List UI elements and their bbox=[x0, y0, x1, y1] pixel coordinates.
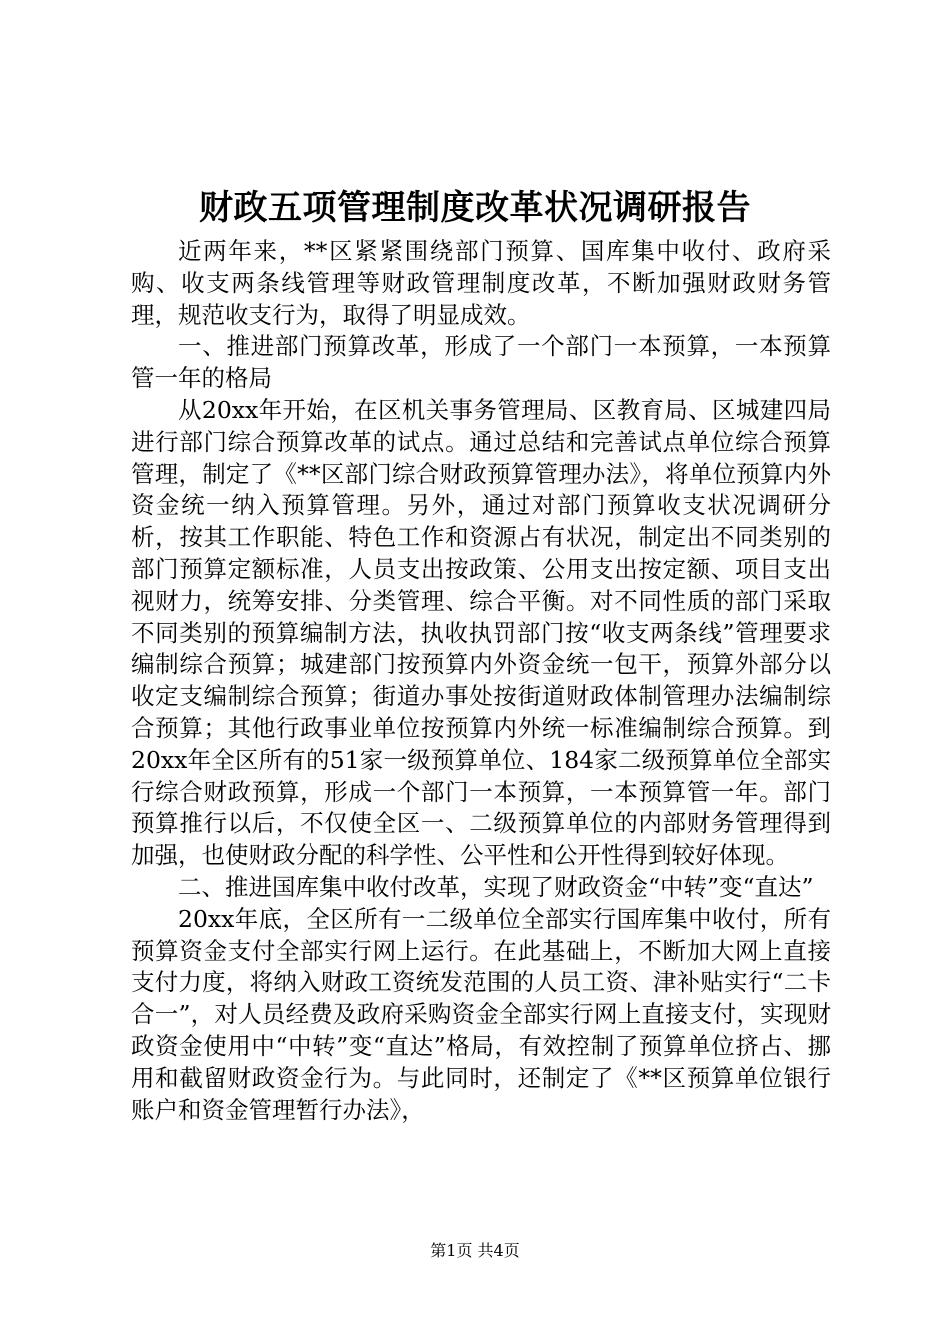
page-footer: 第1页 共4页 bbox=[430, 1241, 520, 1260]
document-body bbox=[131, 236, 831, 1126]
section-1-paragraph: 从20xx年开始，在区机关事务管理局、区教育局、区城建四局进行部门综合预算改革的试点。通过总结和完善试点单位综合预算管理，制定了《**区部门综合财政预算管理办法》，将单位预算内外资金统一纳入预算管理。另外，通过对部门预算收支状况调研分析，按其工作职能、特色工作和资源占有状况，制定出不同类别的部门预算定额标准，人员支出按政策、公用支出按定额、项目支出视财力，统筹安排、分类管理、综合平衡。对不同性质的部门采取不同类别的预算编制方法，执收执罚部门按“收支两条线”管理要求编制综合预算；城建部门按预算内外资金统一包干，预算外部分以收定支编制综合预算；街道办事处按街道财政体制管理办法编制综合预算；其他行政事业单位按预算内外统一标准编制综合预算。到20xx年全区所有的51家一级预算单位、184家二级预算单位全部实行综合财政预算，形成一个部门一本预算，一本预算管一年。部门预算推行以后，不仅使全区一、二级预算单位的内部财务管理得到加强，也使财政分配的科学性、公平性和公开性得到较好体现。 bbox=[131, 395, 831, 870]
section-2-paragraph: 20xx年底，全区所有一二级单位全部实行国库集中收付，所有预算资金支付全部实行网上运行。在此基础上，不断加大网上直接支付力度，将纳入财政工资统发范围的人员工资、津补贴实行“二卡合一”，对人员经费及政府采购资金全部实行网上直接支付，实现财政资金使用中“中转”变“直达”格局，有效控制了预算单位挤占、挪用和截留财政资金行为。与此同时，还制定了《**区预算单位银行账户和资金管理暂行办法》， bbox=[131, 904, 831, 1124]
document-title: 财政五项管理制度改革状况调研报告 bbox=[199, 188, 751, 228]
section-heading-1: 一、推进部门预算改革，形成了一个部门一本预算，一本预算管一年的格局 bbox=[131, 332, 831, 393]
intro-paragraph: 近两年来，**区紧紧围绕部门预算、国库集中收付、政府采购、收支两条线管理等财政管理制度改革，不断加强财政财务管理，规范收支行为，取得了明显成效。 bbox=[131, 237, 831, 329]
section-heading-2: 二、推进国库集中收付改革，实现了财政资金“中转”变“直达” bbox=[178, 872, 814, 901]
